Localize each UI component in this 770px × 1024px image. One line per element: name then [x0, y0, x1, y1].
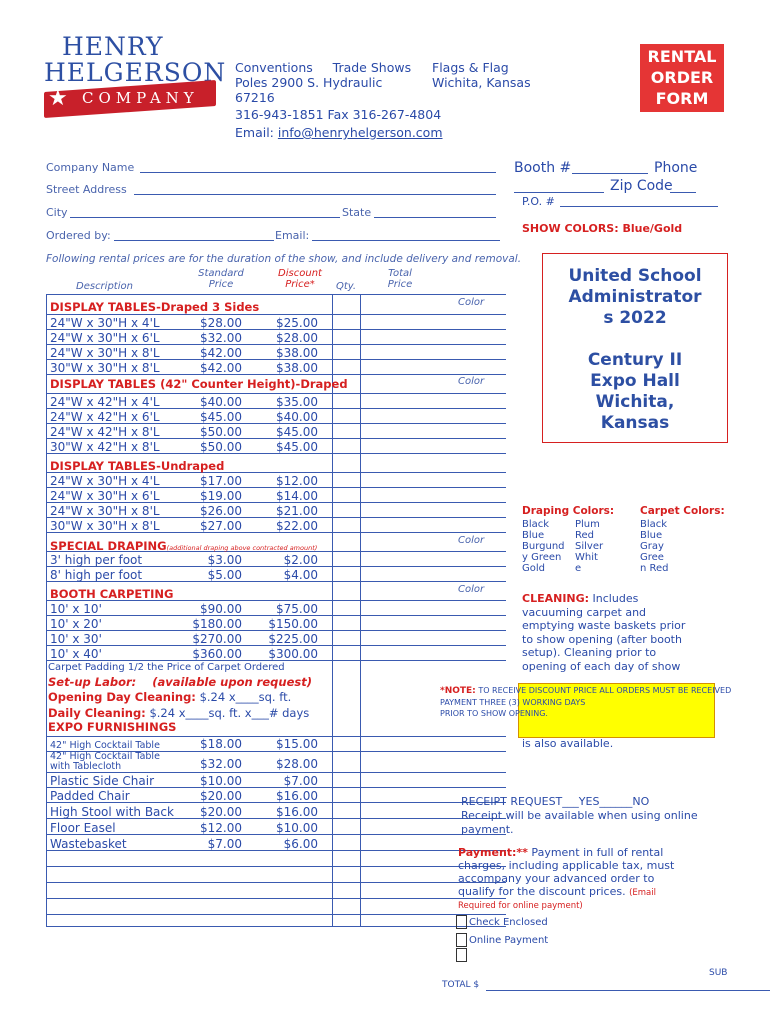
row-description: 30"W x 42"H x 8'L: [50, 440, 160, 454]
row-description: 10' x 30': [50, 632, 102, 646]
payment-info: [458, 846, 674, 913]
table-row: [50, 837, 127, 851]
event-line2: Administrator: [568, 287, 702, 307]
row-discount-price: $7.00: [283, 774, 318, 788]
phone-field[interactable]: [514, 192, 604, 193]
cleaning-line: vacuuming carpet and: [522, 605, 647, 619]
street-field[interactable]: [134, 194, 496, 195]
note-line: TO RECEIVE DISCOUNT PRICE ALL ORDERS MUST BE RECEIVED: [478, 686, 732, 695]
row-standard-price: $26.00: [200, 504, 242, 518]
email-required-1: (Email: [629, 888, 656, 898]
grid-hline: [46, 926, 506, 927]
daily-cleaning-text[interactable]: $.24 x____sq. ft. x___# days: [149, 706, 310, 720]
venue-line2: Expo Hall: [590, 371, 680, 391]
company-services: [235, 60, 411, 76]
row-description: 24"W x 30"H x 6'L: [50, 489, 160, 503]
service-flags: Flags & Flag: [432, 60, 509, 75]
row-description: 24"W x 30"H x 8'L: [50, 504, 160, 518]
note-line: PAYMENT THREE (3) WORKING DAYS: [440, 698, 586, 707]
carpet-color: Black: [640, 519, 668, 530]
grid-hline: [46, 393, 506, 394]
payment-line: qualify for the discount prices.: [458, 885, 626, 898]
daily-cleaning-label: Daily Cleaning:: [48, 706, 146, 720]
color-label-3: Color: [458, 535, 485, 546]
row-standard-price: $3.00: [207, 553, 242, 567]
row-discount-price: $225.00: [268, 632, 318, 646]
setup-labor: Set-up Labor: (available upon request): [48, 675, 312, 689]
badge-line2: ORDER: [650, 68, 714, 87]
row-standard-price: $42.00: [200, 346, 242, 360]
company-city: Wichita, Kansas: [432, 75, 531, 90]
table-row: [50, 316, 160, 330]
row-description: 24"W x 30"H x 6'L: [50, 331, 160, 345]
badge-line3: FORM: [655, 89, 709, 108]
grid-hline: [46, 772, 506, 773]
draping-color: Gold: [522, 563, 545, 574]
email-field-label: Email:: [275, 229, 310, 242]
blank-option[interactable]: [456, 948, 469, 962]
grid-vline: [46, 294, 47, 926]
row-description: 3' high per foot: [50, 553, 143, 567]
state-label: State: [342, 206, 372, 219]
row-standard-price: $32.00: [200, 757, 242, 771]
row-standard-price: $40.00: [200, 395, 242, 409]
row-discount-price: $21.00: [276, 504, 318, 518]
col-total-1: Total: [388, 268, 412, 279]
row-description: 10' x 40': [50, 647, 102, 661]
receipt-line: payment.: [461, 823, 514, 836]
row-discount-price: $300.00: [268, 647, 318, 661]
row-standard-price: $12.00: [200, 821, 242, 835]
venue-line3: Wichita,: [595, 392, 675, 412]
col-standard: [196, 268, 246, 290]
venue-line4: Kansas: [600, 413, 670, 433]
cleaning-line: opening of each day of show: [522, 659, 681, 673]
po-field[interactable]: [560, 206, 718, 207]
draping-color: Plum: [575, 519, 600, 530]
service-trade-shows: Trade Shows: [332, 60, 412, 75]
table-row: [50, 789, 130, 803]
cleaning-info: [522, 592, 685, 673]
row-description: 30"W x 30"H x 8'L: [50, 519, 160, 533]
row-discount-price: $28.00: [276, 331, 318, 345]
row-standard-price: $45.00: [200, 410, 242, 424]
carpet-color: n Red: [640, 563, 669, 574]
special-draping-title: SPECIAL DRAPING: [50, 539, 167, 553]
receipt-request: [461, 795, 698, 837]
carpet-colors-list: [640, 519, 669, 574]
event-line1: United School: [568, 266, 702, 286]
draping-colors-title: Draping Colors:: [522, 505, 615, 517]
event-info-box: [542, 253, 728, 443]
col-standard-1: Standard: [198, 268, 244, 279]
section-display-tables-draped: DISPLAY TABLES-Draped 3 Sides: [50, 300, 260, 314]
row-description: 42" High Cocktail Table: [50, 740, 160, 751]
color-label-1: Color: [458, 297, 485, 308]
logo-line2: HELGERSON: [44, 58, 227, 87]
row-discount-price: $4.00: [283, 568, 318, 582]
row-standard-price: $180.00: [192, 617, 242, 631]
row-discount-price: $22.00: [276, 519, 318, 533]
opening-cleaning-text[interactable]: $.24 x____sq. ft.: [199, 690, 292, 704]
table-row: [50, 346, 160, 360]
check-enclosed-option[interactable]: [456, 915, 548, 929]
section-display-tables-undraped: DISPLAY TABLES-Undraped: [50, 459, 225, 473]
col-total: [380, 268, 420, 290]
cleaning-line: to show opening (after booth: [522, 632, 682, 646]
rental-order-form-badge: [640, 44, 724, 112]
ordered-by-label: Ordered by:: [46, 229, 111, 242]
company-name-field[interactable]: [140, 172, 496, 173]
grid-hline: [46, 314, 506, 315]
cleaning-line: setup). Cleaning prior to: [522, 646, 657, 659]
venue-line1: Century II: [587, 350, 683, 370]
row-description: Padded Chair: [50, 789, 130, 803]
row-discount-price: $10.00: [276, 821, 318, 835]
grid-hline: [46, 866, 506, 867]
total-field[interactable]: [486, 990, 770, 991]
opening-day-cleaning: [48, 690, 291, 704]
row-discount-price: $45.00: [276, 425, 318, 439]
service-conventions: Conventions: [235, 60, 313, 75]
draping-color: Burgund: [522, 541, 565, 552]
cleaning-label: CLEANING:: [522, 592, 590, 605]
daily-cleaning: [48, 706, 309, 720]
logo-line1: HENRY: [62, 32, 164, 61]
row-standard-price: $17.00: [200, 474, 242, 488]
row-description: High Stool with Back: [50, 805, 174, 819]
company-logo: [44, 32, 227, 124]
color-label-4: Color: [458, 584, 485, 595]
row-discount-price: $28.00: [276, 757, 318, 771]
note-line: PRIOR TO SHOW OPENING.: [440, 709, 548, 718]
po-label: P.O. #: [522, 195, 555, 208]
col-discount-1: Discount: [278, 268, 322, 279]
row-discount-price: $2.00: [283, 553, 318, 567]
table-row: [50, 737, 180, 751]
payment-label: Payment:**: [458, 846, 528, 859]
booth-field[interactable]: [572, 173, 648, 174]
payment-line: charges, including applicable tax, must: [458, 859, 675, 872]
street-label: Street Address: [46, 183, 127, 196]
cleaning-line: Includes: [589, 592, 639, 605]
row-discount-price: $38.00: [276, 346, 318, 360]
sub-label: SUB: [709, 968, 728, 978]
star-icon: ★: [48, 86, 68, 111]
row-description: Plastic Side Chair: [50, 774, 154, 788]
col-standard-2: Price: [208, 279, 234, 290]
state-field[interactable]: [374, 217, 496, 218]
city-label: City: [46, 206, 68, 219]
draping-color: e: [575, 563, 582, 574]
row-description: 24"W x 30"H x 8'L: [50, 346, 160, 360]
payment-line: Payment in full of rental: [527, 846, 664, 859]
color-label-2: Color: [458, 376, 485, 387]
row-standard-price: $90.00: [200, 602, 242, 616]
table-row: [50, 752, 180, 772]
checkbox-icon[interactable]: [456, 933, 467, 947]
receipt-line: Receipt will be available when using online: [461, 809, 698, 822]
table-row: [50, 361, 160, 375]
grid-hline: [46, 882, 506, 883]
row-standard-price: $28.00: [200, 316, 242, 330]
ordered-by-field[interactable]: [114, 240, 274, 241]
row-discount-price: $14.00: [276, 489, 318, 503]
row-description: 30"W x 30"H x 8'L: [50, 361, 160, 375]
row-standard-price: $50.00: [200, 425, 242, 439]
city-field[interactable]: [70, 217, 340, 218]
table-row: [50, 425, 160, 439]
row-description: 24"W x 30"H x 4'L: [50, 474, 160, 488]
table-row: [50, 821, 116, 835]
row-description: 24"W x 30"H x 4'L: [50, 316, 160, 330]
carpet-colors-title: Carpet Colors:: [640, 505, 725, 517]
special-draping-note: (additional draping above contracted amount): [166, 544, 318, 552]
company-phone-fax: 316-943-1851 Fax 316-267-4804: [235, 107, 442, 122]
table-row: [50, 440, 160, 454]
row-standard-price: $10.00: [200, 774, 242, 788]
table-row: [50, 395, 160, 409]
row-standard-price: $20.00: [200, 789, 242, 803]
row-standard-price: $50.00: [200, 440, 242, 454]
carpet-color: Gree: [640, 552, 664, 563]
row-discount-price: $16.00: [276, 789, 318, 803]
col-total-2: Price: [387, 279, 413, 290]
zip-label: Zip Code: [610, 178, 673, 194]
grid-hline: [46, 914, 506, 915]
row-description: Floor Easel: [50, 821, 116, 835]
logo-ribbon-text: COMPANY: [82, 89, 199, 107]
row-discount-price: $150.00: [268, 617, 318, 631]
table-row: [50, 519, 160, 533]
row-discount-price: $38.00: [276, 361, 318, 375]
company-zip: 67216: [235, 90, 275, 105]
row-discount-price: $35.00: [276, 395, 318, 409]
draping-color: Red: [575, 530, 594, 541]
table-row: [50, 331, 160, 345]
col-qty: Qty.: [336, 281, 357, 292]
carpet-padding: Carpet Padding 1/2 the Price of Carpet Ordered: [48, 662, 285, 673]
company-name-label: Company Name: [46, 161, 135, 174]
table-row: [50, 632, 102, 646]
row-standard-price: $270.00: [192, 632, 242, 646]
zip-field[interactable]: [670, 192, 696, 193]
row-discount-price: $40.00: [276, 410, 318, 424]
row-standard-price: $20.00: [200, 805, 242, 819]
online-payment-option[interactable]: [456, 933, 548, 947]
row-description: 24"W x 42"H x 4'L: [50, 395, 160, 409]
row-standard-price: $19.00: [200, 489, 242, 503]
check-enclosed-label: Check Enclosed: [469, 917, 548, 928]
booth-label: Booth #: [514, 160, 572, 176]
section-special-draping: [50, 539, 317, 553]
cleaning-line: emptying waste baskets prior: [522, 619, 686, 632]
section-display-tables-42: DISPLAY TABLES (42" Counter Height)-Draped: [50, 377, 348, 391]
discount-note: [440, 685, 731, 719]
email-required-2: Required for online payment): [458, 901, 583, 911]
opening-cleaning-label: Opening Day Cleaning:: [48, 690, 196, 704]
draping-color: Whit: [575, 552, 598, 563]
col-discount: [272, 268, 328, 290]
email-label: Email:: [235, 125, 274, 140]
show-colors: SHOW COLORS: Blue/Gold: [522, 222, 683, 235]
grid-hline: [46, 898, 506, 899]
row-description: 10' x 20': [50, 617, 102, 631]
row-discount-price: $45.00: [276, 440, 318, 454]
pricing-intro: Following rental prices are for the duration of the show, and include delivery and removal.: [46, 253, 522, 265]
total-label: TOTAL $: [442, 980, 480, 990]
table-row: [50, 568, 142, 582]
row-discount-price: $16.00: [276, 805, 318, 819]
row-discount-price: $15.00: [276, 737, 318, 751]
draping-color: Black: [522, 519, 550, 530]
also-available: is also available.: [522, 737, 614, 750]
payment-line: accompany your advanced order to: [458, 872, 655, 885]
row-standard-price: $7.00: [207, 837, 242, 851]
table-row: [50, 474, 160, 488]
email-link[interactable]: info@henryhelgerson.com: [277, 125, 443, 140]
badge-line1: RENTAL: [647, 47, 717, 66]
checkbox-icon[interactable]: [456, 915, 467, 929]
row-discount-price: $75.00: [276, 602, 318, 616]
col-description: Description: [76, 281, 133, 292]
table-row: [50, 805, 174, 819]
table-row: [50, 410, 160, 424]
row-description: 24"W x 42"H x 6'L: [50, 410, 160, 424]
row-standard-price: $18.00: [200, 737, 242, 751]
table-row: [50, 602, 102, 616]
row-description: Wastebasket: [50, 837, 127, 851]
row-standard-price: $5.00: [207, 568, 242, 582]
grid-hline: [46, 294, 506, 295]
row-description: 10' x 10': [50, 602, 102, 616]
table-row: [50, 489, 160, 503]
note-label: *NOTE:: [440, 686, 476, 696]
checkbox-icon[interactable]: [456, 948, 467, 962]
email-field[interactable]: [312, 240, 500, 241]
row-description: 24"W x 42"H x 8'L: [50, 425, 160, 439]
grid-vline: [360, 294, 361, 926]
table-row: [50, 617, 102, 631]
table-row: [50, 774, 154, 788]
row-discount-price: $12.00: [276, 474, 318, 488]
row-standard-price: $360.00: [192, 647, 242, 661]
online-payment-label: Online Payment: [469, 935, 549, 946]
draping-colors-col1: [522, 519, 565, 574]
col-discount-2: Price*: [285, 279, 315, 290]
event-line3: s 2022: [603, 308, 667, 328]
row-discount-price: $6.00: [283, 837, 318, 851]
table-row: [50, 647, 102, 661]
draping-color: Blue: [522, 530, 545, 541]
draping-color: Silver: [575, 541, 604, 552]
table-row: [50, 553, 142, 567]
phone-label: Phone: [654, 160, 698, 176]
company-address: Poles 2900 S. Hydraulic: [235, 75, 383, 90]
carpet-color: Gray: [640, 541, 664, 552]
row-description: 42" High Cocktail Table with Tablecloth: [50, 751, 160, 772]
draping-colors-col2: [575, 519, 603, 574]
row-standard-price: $32.00: [200, 331, 242, 345]
row-standard-price: $27.00: [200, 519, 242, 533]
receipt-line[interactable]: RECEIPT REQUEST___YES______NO: [461, 795, 650, 808]
row-standard-price: $42.00: [200, 361, 242, 375]
draping-color: y Green: [522, 552, 562, 563]
section-booth-carpeting: BOOTH CARPETING: [50, 587, 174, 601]
row-description: 8' high per foot: [50, 568, 143, 582]
company-email-line: [235, 125, 443, 141]
table-row: [50, 504, 160, 518]
section-expo-furnishings: EXPO FURNISHINGS: [48, 720, 177, 734]
carpet-color: Blue: [640, 530, 663, 541]
row-discount-price: $25.00: [276, 316, 318, 330]
